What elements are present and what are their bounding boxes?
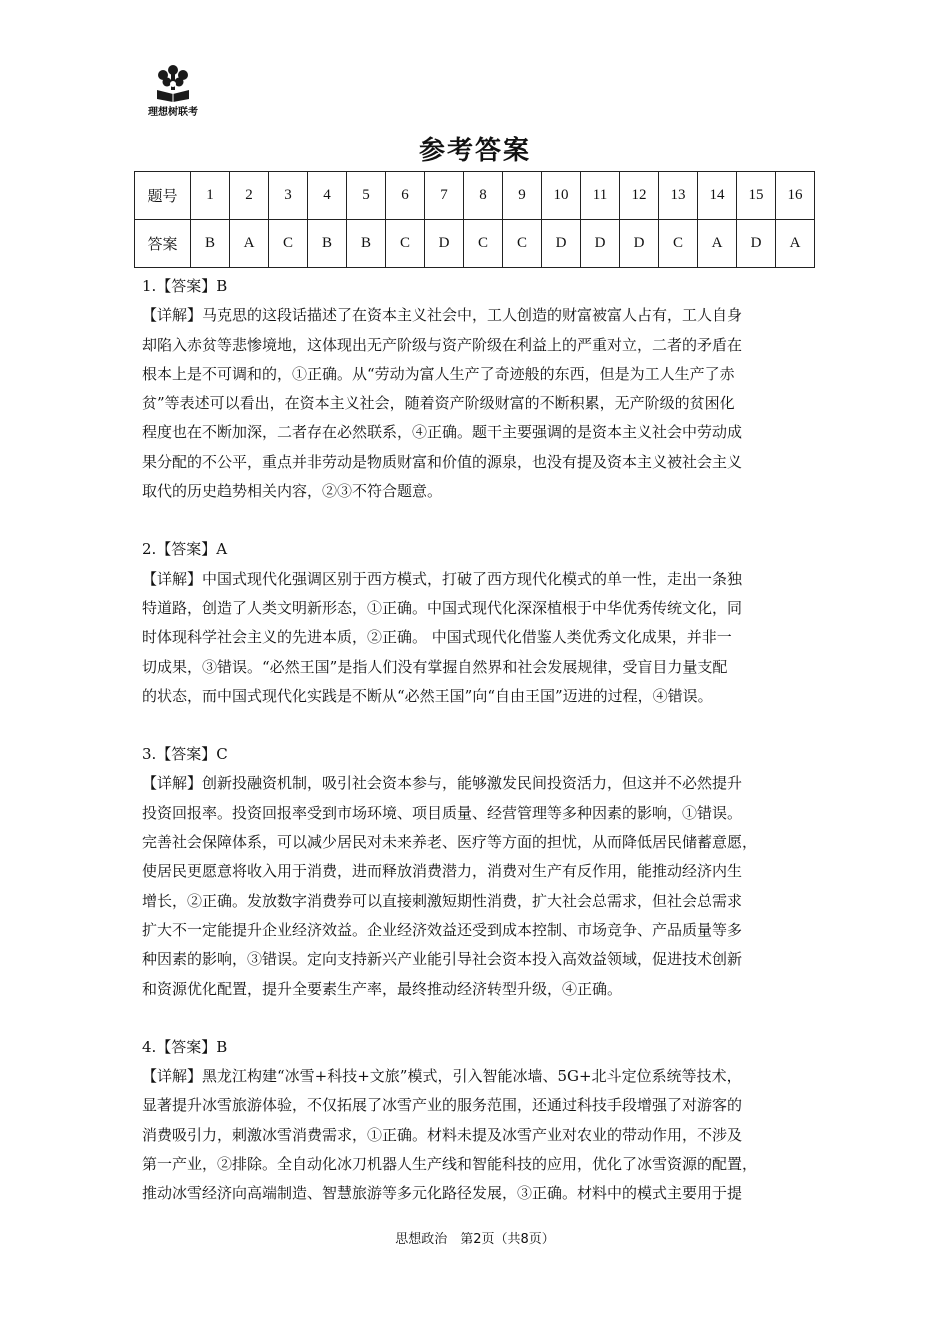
- page-title: 参考答案: [418, 136, 531, 166]
- detail-line: 【详解】黑龙江构建“冰雪+科技+文旅”模式，引入智能冰墙、5G+北斗定位系统等技术，: [142, 1067, 742, 1086]
- detail-line: 使居民更愿意将收入用于消费，进而释放消费潜力，消费对生产有反作用，能推动经济内生: [142, 862, 743, 881]
- answer-cell: D: [737, 220, 776, 268]
- answer-cell: B: [308, 220, 347, 268]
- question-number: 5: [347, 172, 386, 220]
- tree-book-logo-icon: [153, 64, 193, 102]
- answer-line: 1.【答案】B: [142, 277, 228, 295]
- answer-cell: A: [698, 220, 737, 268]
- detail-line: 显著提升冰雪旅游体验，不仅拓展了冰雪产业的服务范围，还通过科技手段增强了对游客的: [142, 1096, 743, 1115]
- answer-cell: C: [269, 220, 308, 268]
- detail-line: 切成果，③错误。“必然王国”是指人们没有掌握自然界和社会发展规律，受盲目力量支配: [142, 657, 728, 676]
- detail-line: 贫”等表述可以看出，在资本主义社会，随着资产阶级财富的不断积累，无产阶级的贫困化: [142, 394, 735, 413]
- explanations: [142, 272, 810, 1209]
- detail-line: 增长，②正确。发放数字消费券可以直接刺激短期性消费，扩大社会总需求，但社会总需求: [142, 891, 743, 910]
- detail-line: 完善社会保障体系，可以减少居民对未来养老、医疗等方面的担忧，从而降低居民储蓄意愿，: [142, 833, 758, 852]
- detail-line: 特道路，创造了人类文明新形态，①正确。中国式现代化深深植根于中华优秀传统文化，同: [142, 598, 743, 617]
- answer-cell: B: [191, 220, 230, 268]
- detail-line: 【详解】马克思的这段话描述了在资本主义社会中，工人创造的财富被富人占有，工人自身: [142, 306, 743, 325]
- detail-line: 和资源优化配置，提升全要素生产率，最终推动经济转型升级，④正确。: [142, 979, 623, 998]
- detail-line: 推动冰雪经济向高端制造、智慧旅游等多元化路径发展，③正确。材料中的模式主要用于提: [142, 1184, 743, 1203]
- detail-line: 种因素的影响，③错误。定向支持新兴产业能引导社会资本投入高效益领域，促进技术创新: [142, 950, 743, 969]
- question-number: 1: [191, 172, 230, 220]
- question-number: 8: [464, 172, 503, 220]
- question-number: 7: [425, 172, 464, 220]
- answer-line: 3.【答案】C: [142, 745, 228, 764]
- answer-cell: C: [386, 220, 425, 268]
- question-number: 3: [269, 172, 308, 220]
- answer-cell: C: [659, 220, 698, 268]
- answer-cell: B: [347, 220, 386, 268]
- answer-line: 2.【答案】A: [142, 540, 228, 559]
- answer-cell: D: [425, 220, 464, 268]
- detail-line: 的状态，而中国式现代化实践是不断从“必然王国”向“自由王国”迈进的过程，④错误。: [142, 686, 713, 705]
- question-number: 13: [659, 172, 698, 220]
- detail-line: 程度也在不断加深，二者存在必然联系，④正确。题干主要强调的是资本主义社会中劳动成: [142, 423, 743, 442]
- detail-line: 消费吸引力，刺激冰雪消费需求，①正确。材料未提及冰雪产业对农业的带动作用，不涉及: [142, 1125, 743, 1144]
- answer-cell: A: [776, 220, 815, 268]
- detail-line: 根本上是不可调和的，①正确。从“劳动为富人生产了奇迹般的东西，但是为工人生产了赤: [142, 364, 735, 383]
- question-number: 14: [698, 172, 737, 220]
- answer-line: 4.【答案】B: [142, 1037, 228, 1056]
- question-number: 11: [581, 172, 620, 220]
- detail-line: 果分配的不公平，重点并非劳动是物质财富和价值的源泉，也没有提及资本主义被社会主义: [142, 452, 743, 471]
- logo: [138, 64, 208, 118]
- answer-row: [135, 220, 815, 268]
- logo-text: 理想树联考: [148, 107, 198, 118]
- question-block-4: [142, 1033, 810, 1209]
- question-number: 12: [620, 172, 659, 220]
- answer-cell: A: [230, 220, 269, 268]
- detail-line: 第一产业，②排除。全自动化冰刀机器人生产线和智能科技的应用，优化了冰雪资源的配置，: [142, 1155, 758, 1174]
- answer-cell: C: [464, 220, 503, 268]
- detail-line: 【详解】中国式现代化强调区别于西方模式，打破了西方现代化模式的单一性，走出一条独: [142, 569, 743, 588]
- answer-cell: D: [542, 220, 581, 268]
- row-header: 题号: [135, 172, 191, 220]
- question-block-2: [142, 535, 810, 711]
- page-footer: 思想政治 第2页（共8页）: [395, 1232, 555, 1247]
- detail-line: 取代的历史趋势相关内容，②③不符合题意。: [142, 482, 443, 501]
- answer-cell: D: [620, 220, 659, 268]
- detail-line: 时体现科学社会主义的先进本质，②正确。 中国式现代化借鉴人类优秀文化成果，并非一: [142, 628, 732, 647]
- detail-line: 【详解】创新投融资机制，吸引社会资本参与，能够激发民间投资活力，但这并不必然提升: [142, 774, 743, 793]
- question-number: 10: [542, 172, 581, 220]
- detail-line: 扩大不一定能提升企业经济效益。企业经济效益还受到成本控制、市场竞争、产品质量等多: [142, 920, 743, 939]
- question-number: 16: [776, 172, 815, 220]
- question-number: 4: [308, 172, 347, 220]
- question-number: 9: [503, 172, 542, 220]
- answer-cell: C: [503, 220, 542, 268]
- question-block-3: [142, 740, 810, 1004]
- question-number: 6: [386, 172, 425, 220]
- detail-line: 投资回报率。投资回报率受到市场环境、项目质量、经营管理等多种因素的影响，①错误。: [142, 803, 743, 822]
- question-number: 2: [230, 172, 269, 220]
- detail-line: 却陷入赤贫等悲惨境地，这体现出无产阶级与资产阶级在利益上的严重对立，二者的矛盾在: [142, 335, 743, 354]
- answer-table: [134, 171, 815, 268]
- question-block-1: [142, 272, 810, 506]
- answer-cell: D: [581, 220, 620, 268]
- question-number: 15: [737, 172, 776, 220]
- row-header: 答案: [135, 220, 191, 268]
- question-number-row: [135, 172, 815, 220]
